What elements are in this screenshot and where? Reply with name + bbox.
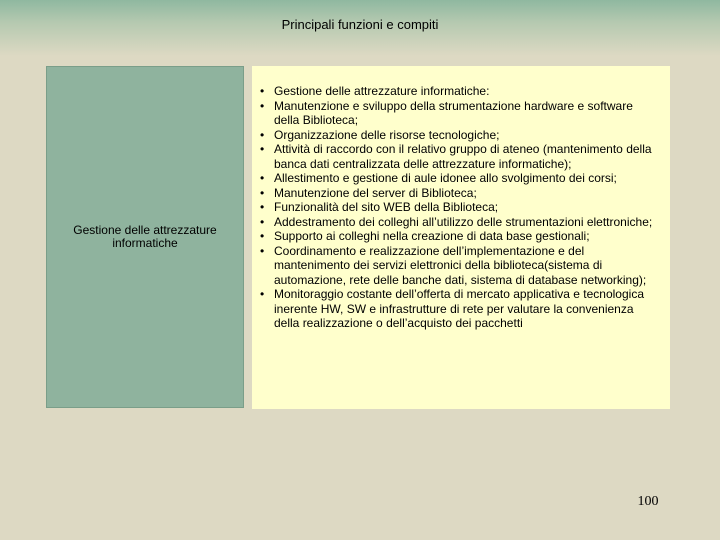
- category-label: Gestione delle attrezzature informatiche: [73, 223, 217, 250]
- list-item: • Monitoraggio costante dell’offerta di mercato applicativa e tecnologica inerente HW, SW e infrastrutture di rete per valutare la convenienza della realizzazione o dell’acquisto dei pacchetti: [258, 287, 660, 331]
- list-item: • Addestramento dei colleghi all’utilizzo delle strumentazioni elettroniche;: [258, 215, 660, 230]
- list-item: • Attività di raccordo con il relativo gruppo di ateneo (mantenimento della banca dati centralizzata delle attrezzature informatiche);: [258, 142, 660, 171]
- list-item: • Organizzazione delle risorse tecnologiche;: [258, 128, 660, 143]
- list-item: • Allestimento e gestione di aule idonee allo svolgimento dei corsi;: [258, 171, 660, 186]
- duties-panel: [252, 66, 670, 409]
- list-item: • Manutenzione e sviluppo della strumentazione hardware e software della Biblioteca;: [258, 99, 660, 128]
- page-number: 100: [637, 494, 659, 509]
- category-panel: [46, 66, 244, 408]
- list-item: • Funzionalità del sito WEB della Biblioteca;: [258, 200, 660, 215]
- list-item: • Supporto ai colleghi nella creazione di data base gestionali;: [258, 229, 660, 244]
- list-item: • Manutenzione del server di Biblioteca;: [258, 186, 660, 201]
- list-item: • Gestione delle attrezzature informatiche:: [258, 84, 660, 99]
- list-item: • Coordinamento e realizzazione dell’implementazione e del mantenimento dei servizi elettronici della biblioteca(sistema di automazione, rete delle banche dati, sistema di database networking);: [258, 244, 660, 288]
- duties-list: [258, 84, 660, 331]
- slide-title: Principali funzioni e compiti: [281, 17, 439, 32]
